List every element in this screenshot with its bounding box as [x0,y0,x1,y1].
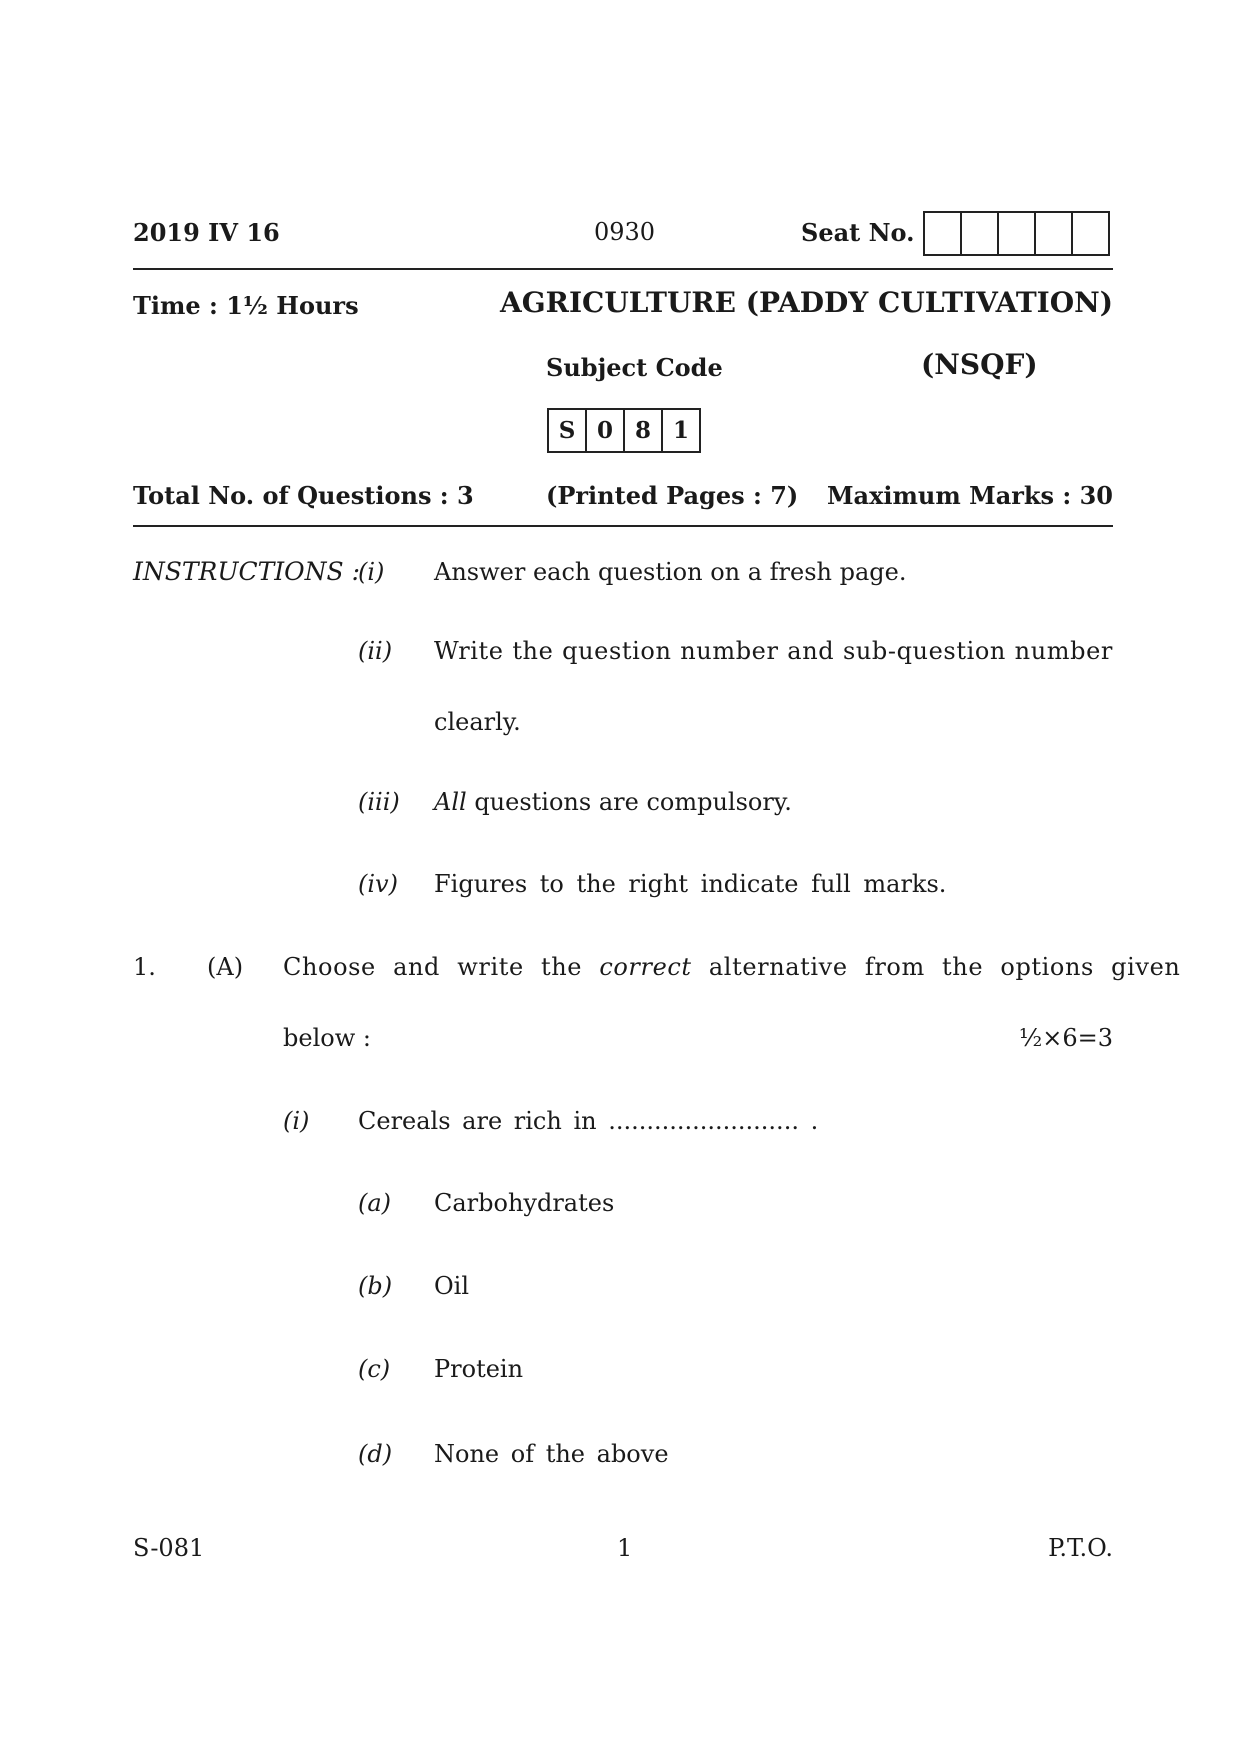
subject-code-label: Subject Code [546,353,723,382]
instruction-text: Figures to the right indicate full marks. [434,870,947,898]
sub-question-number: (i) [283,1107,310,1135]
paper-number: 0930 [594,218,656,246]
nsqf-label: (NSQF) [921,348,1038,381]
option-text: Carbohydrates [434,1189,615,1217]
subject-code-boxes [547,408,701,453]
question-part: (A) [207,953,244,981]
question-text-continued: below : [283,1024,371,1052]
instruction-text [434,788,792,816]
question-emphasis: correct [599,953,692,981]
option-label: (d) [358,1440,393,1468]
seat-number-boxes[interactable] [923,211,1110,256]
question-number: 1. [133,953,156,981]
seat-box[interactable] [960,213,997,254]
maximum-marks: Maximum Marks : 30 [826,481,1113,510]
instruction-text: Answer each question on a fresh page. [434,558,907,586]
option-label: (c) [358,1355,391,1383]
question-marks: ½×6=3 [1018,1024,1113,1052]
instruction-text: Write the question number and sub-question number [434,637,1113,665]
option-label: (a) [358,1189,392,1217]
header-divider [133,268,1113,270]
exam-code: 2019 IV 16 [133,218,280,247]
seat-box[interactable] [1071,213,1108,254]
seat-box[interactable] [1034,213,1071,254]
footer-code: S-081 [133,1534,205,1562]
option-text: Protein [434,1355,524,1383]
instructions-label: INSTRUCTIONS : [133,557,360,586]
question-text-a: Choose and write the [283,953,600,981]
seat-box[interactable] [925,213,960,254]
subject-title: AGRICULTURE (PADDY CULTIVATION) [500,286,1113,319]
time-allowed: Time : 1½ Hours [133,291,359,320]
please-turn-over: P.T.O. [1048,1534,1113,1562]
instruction-number: (i) [358,558,385,586]
printed-pages: (Printed Pages : 7) [546,481,799,510]
option-label: (b) [358,1272,393,1300]
instruction-text-continued: clearly. [434,708,521,736]
seat-label: Seat No. [801,218,915,247]
subject-code-char: 0 [585,410,623,451]
instruction-text-rest: questions are compulsory. [466,788,792,816]
option-text: None of the above [434,1440,669,1468]
subject-code-char: 8 [623,410,661,451]
instruction-number: (ii) [358,637,393,665]
instruction-emphasis: All [434,788,467,816]
question-line [283,953,1181,981]
sub-question-text: Cereals are rich in ......................... . [358,1107,819,1135]
instruction-number: (iv) [358,870,398,898]
instruction-number: (iii) [358,788,400,816]
seat-box[interactable] [997,213,1034,254]
subject-code-char: S [558,417,576,444]
header-bottom-divider [133,525,1113,527]
subject-code-char: 1 [661,410,699,451]
page-number: 1 [617,1534,633,1562]
question-text-b: alternative from the options given [691,953,1181,981]
total-questions: Total No. of Questions : 3 [133,481,474,510]
option-text: Oil [434,1272,470,1300]
